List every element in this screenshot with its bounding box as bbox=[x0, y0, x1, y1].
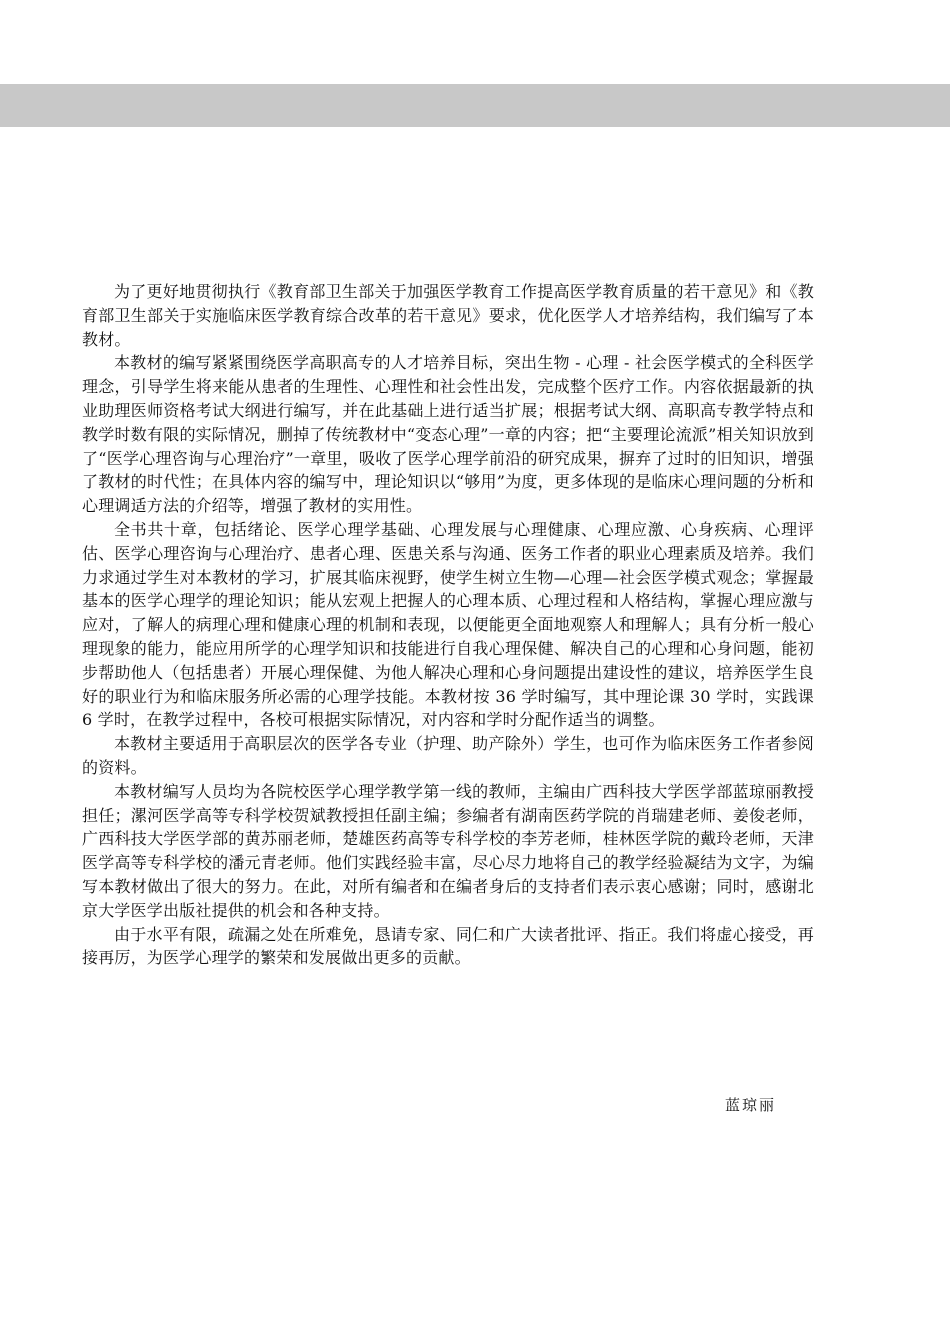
header-band bbox=[0, 84, 950, 127]
preface-paragraph: 为了更好地贯彻执行《教育部卫生部关于加强医学教育工作提高医学教育质量的若干意见》和《教育部卫生部关于实施临床医学教育综合改革的若干意见》要求，优化医学人才培养结构，我们编写了本教材。 bbox=[82, 282, 814, 349]
preface-paragraph: 本教材的编写紧紧围绕医学高职高专的人才培养目标，突出生物 - 心理 - 社会医学模式的全科医学理念，引导学生将来能从患者的生理性、心理性和社会性出发，完成整个医疗工作。内容依据最新的执业助理医师资格考试大纲进行编写，并在此基础上进行适当扩展；根据考试大纲、高职高专教学特点和教学时数有限的实际情况，删掉了传统教材中“变态心理”一章的内容；把“主要理论流派”相关知识放到了“医学心理咨询与心理治疗”一章里，吸收了医学心理学前沿的研究成果，摒弃了过时的旧知识，增强了教材的时代性；在具体内容的编写中，理论知识以“够用”为度，更多体现的是临床心理问题的分析和心理调适方法的介绍等，增强了教材的实用性。 bbox=[82, 353, 814, 516]
preface-paragraph: 本教材编写人员均为各院校医学心理学教学第一线的教师，主编由广西科技大学医学部蓝琼丽教授担任；漯河医学高等专科学校贺斌教授担任副主编；参编者有湖南医药学院的肖瑞建老师、姜俊老师，广西科技大学医学部的黄苏丽老师，楚雄医药高等专科学校的李芳老师，桂林医学院的戴玲老师，天津医学高等专科学校的潘元青老师。他们实践经验丰富，尽心尽力地将自己的教学经验凝结为文字，为编写本教材做出了很大的努力。在此，对所有编者和在编者身后的支持者们表示衷心感谢；同时，感谢北京大学医学出版社提供的机会和各种支持。 bbox=[82, 781, 814, 920]
preface-paragraph: 全书共十章，包括绪论、医学心理学基础、心理发展与心理健康、心理应激、心身疾病、心理评估、医学心理咨询与心理治疗、患者心理、医患关系与沟通、医务工作者的职业心理素质及培养。我们力求通过学生对本教材的学习，扩展其临床视野，使学生树立生物—心理—社会医学模式观念；掌握最基本的医学心理学的理论知识；能从宏观上把握人的心理本质、心理过程和人格结构，掌握心理应激与应对，了解人的病理心理和健康心理的机制和表现，以便能更全面地观察人和理解人；具有分析一般心理现象的能力，能应用所学的心理学知识和技能进行自我心理保健、解决自己的心理和心身问题，能初步帮助他人（包括患者）开展心理保健、为他人解决心理和心身问题提出建设性的建议，培养医学生良好的职业行为和临床服务所必需的心理学技能。本教材按 36 学时编写，其中理论课 30 学时，实践课 6 学时，在教学过程中，各校可根据实际情况，对内容和学时分配作适当的调整。 bbox=[82, 519, 814, 730]
author-signature: 蓝琼丽 bbox=[724, 1096, 776, 1114]
preface-paragraph: 本教材主要适用于高职层次的医学各专业（护理、助产除外）学生，也可作为临床医务工作者参阅的资料。 bbox=[82, 734, 814, 777]
preface-body bbox=[82, 280, 814, 970]
preface-paragraph: 由于水平有限，疏漏之处在所难免，恳请专家、同仁和广大读者批评、指正。我们将虚心接受，再接再厉，为医学心理学的繁荣和发展做出更多的贡献。 bbox=[82, 924, 814, 968]
